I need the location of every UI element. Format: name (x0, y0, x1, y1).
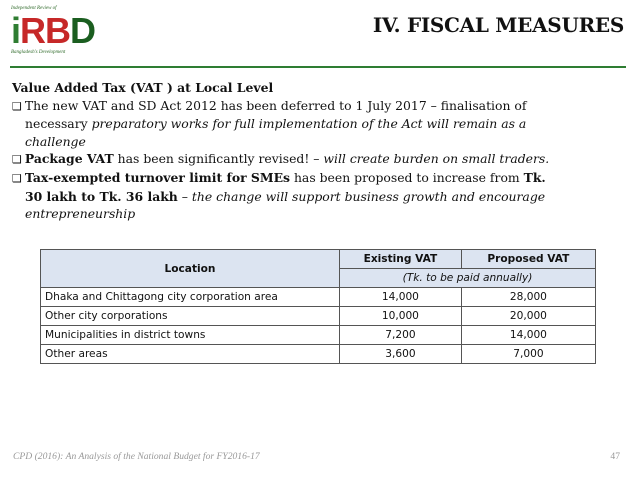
header-unit-note: (Tk. to be paid annually) (340, 269, 596, 288)
bullet-turnover-line2-plain: – (177, 188, 192, 204)
bullet-turnover-line2-italic: the change will support business growth and encourage (191, 188, 546, 204)
row-location: Dhaka and Chittagong city corporation area (41, 288, 340, 307)
header-existing-vat: Existing VAT (340, 250, 462, 269)
bullet-turnover-bold2: Tk. (523, 169, 546, 185)
table-row (41, 345, 596, 364)
bullet-vat-act (12, 97, 626, 116)
section-heading: Value Added Tax (VAT ) at Local Level (12, 80, 274, 95)
bullet-vat-act-line2-italic: preparatory works for full implementation of the Act will remain as a (91, 116, 527, 132)
slide-content (12, 79, 626, 223)
bullet-turnover-line3: entrepreneurship (25, 206, 136, 222)
row-existing: 14,000 (340, 288, 462, 307)
logo-letter-r: R (20, 10, 46, 51)
bullet-vat-act-line1: The new VAT and SD Act 2012 has been deferred to 1 July 2017 – finalisation of (24, 97, 527, 113)
page-number: 47 (610, 451, 620, 462)
bullet-turnover-bold1: Tax-exempted turnover limit for SMEs (24, 169, 291, 185)
row-proposed: 20,000 (461, 307, 595, 326)
bullet-vat-act-continued (12, 115, 626, 133)
table-header-row (41, 250, 596, 269)
row-location: Municipalities in district towns (41, 326, 340, 345)
bullet-package-vat (12, 150, 626, 169)
bullet-package-vat-bold: Package VAT (24, 151, 114, 167)
row-location: Other areas (41, 345, 340, 364)
row-location: Other city corporations (41, 307, 340, 326)
bullet-turnover-line2-bold: 30 lakh to Tk. 36 lakh (25, 188, 178, 204)
vat-rates-table (40, 249, 596, 364)
row-proposed: 14,000 (461, 326, 595, 345)
logo-tagline-bottom: Bangladesh's Development (11, 50, 66, 55)
logo-letter-i: i (11, 10, 21, 51)
row-proposed: 7,000 (461, 345, 595, 364)
footer-source: CPD (2016): An Analysis of the National Budget for FY2016-17 (13, 451, 260, 462)
row-existing: 3,600 (340, 345, 462, 364)
logo-letter-d: D (70, 10, 96, 51)
header-proposed-vat: Proposed VAT (461, 250, 595, 269)
irbd-logo (11, 6, 97, 60)
header-location: Location (41, 250, 340, 288)
bullet-turnover-plain1: has been proposed to increase from (290, 169, 524, 185)
title-divider (10, 66, 626, 68)
table-row (41, 326, 596, 345)
checkbox-bullet-icon: ❑ (12, 153, 22, 167)
table-row (41, 288, 596, 307)
row-existing: 7,200 (340, 326, 462, 345)
checkbox-bullet-icon: ❑ (12, 171, 22, 185)
bullet-turnover-continued (12, 188, 626, 206)
slide-title: IV. FISCAL MEASURES (372, 13, 624, 37)
logo-tagline-top: Independent Review of (11, 6, 57, 11)
bullet-vat-act-line2-plain: necessary (25, 116, 92, 132)
bullet-package-vat-plain: has been significantly revised! – (113, 151, 324, 167)
table-row (41, 307, 596, 326)
bullet-package-vat-italic: will create burden on small traders. (323, 151, 550, 167)
logo-mark (11, 12, 95, 50)
row-existing: 10,000 (340, 307, 462, 326)
bullet-vat-act-line3: challenge (25, 133, 86, 149)
bullet-turnover-limit (12, 169, 626, 188)
checkbox-bullet-icon: ❑ (12, 99, 22, 113)
logo-letter-b: B (45, 10, 71, 51)
row-proposed: 28,000 (461, 288, 595, 307)
